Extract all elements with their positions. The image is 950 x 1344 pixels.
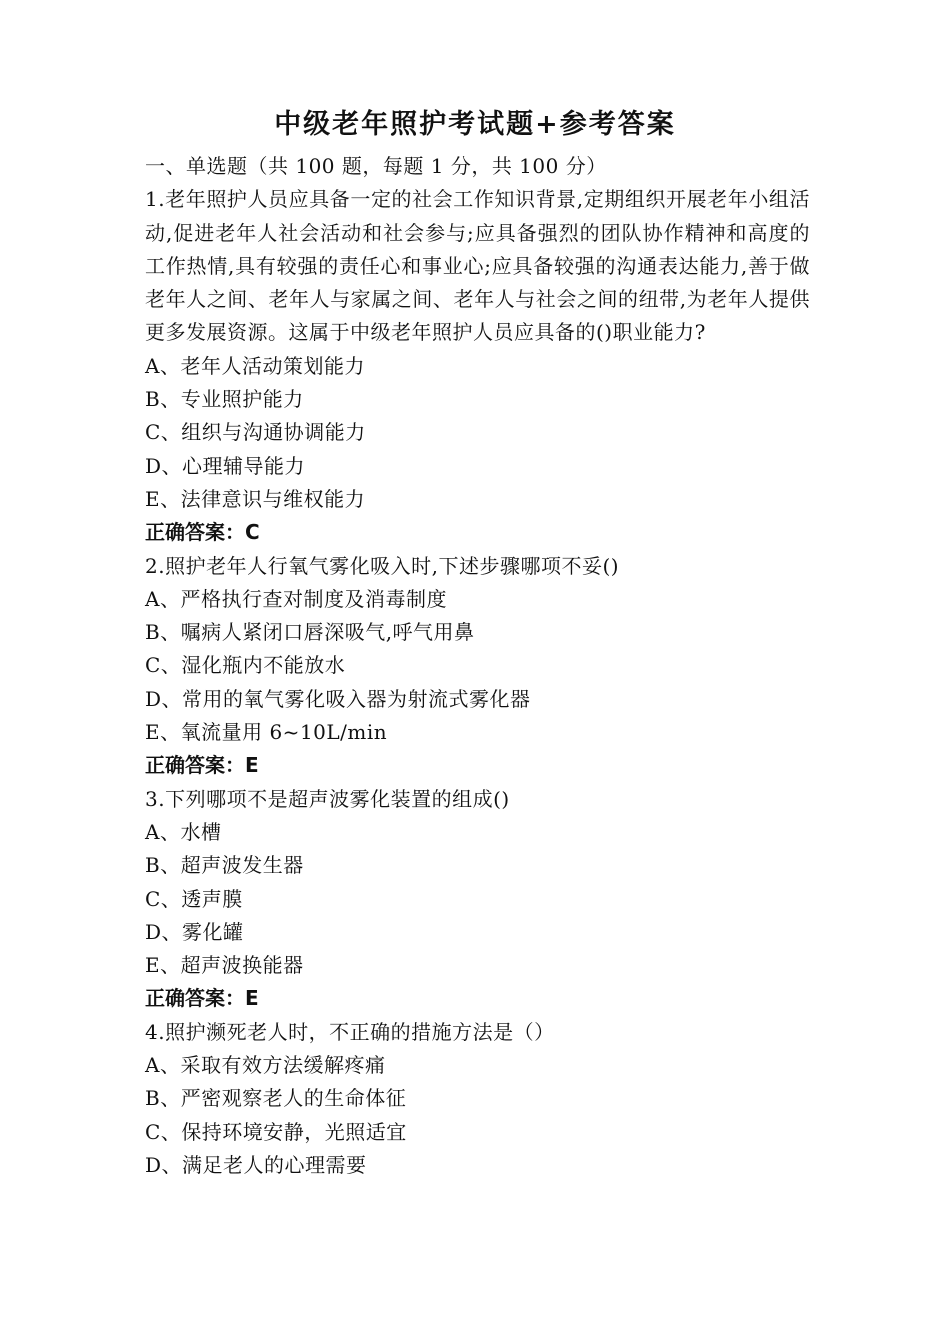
option-a: A、老年人活动策划能力 <box>145 353 365 378</box>
option-c: C、湿化瓶内不能放水 <box>145 653 346 678</box>
option-e: E、氧流量用 6~10L/min <box>145 720 388 745</box>
section-heading: 一、单选题（共 100 题，每题 1 分，共 100 分） <box>145 154 607 178</box>
option-b: B、专业照护能力 <box>145 387 304 412</box>
correct-answer: 正确答案：E <box>145 753 259 778</box>
option-d: D、雾化罐 <box>145 919 244 944</box>
option-c: C、透声膜 <box>145 886 243 911</box>
question-stem: 4.照护濒死老人时，不正确的措施方法是（） <box>145 1019 555 1044</box>
option-a: A、严格执行查对制度及消毒制度 <box>145 586 447 611</box>
question-stem: 1.老年照护人员应具备一定的社会工作知识背景,定期组织开展老年小组活动,促进老年人社会活动和社会参与;应具备强烈的团队协作精神和高度的工作热情,具有较强的责任心和事业心;应具备较强的沟通表达能力,善于做老年人之间、老年人与家属之间、老年人与社会之间的纽带,为老年人提供更多发展资源。这属于中级老年照护人员应具备的()职业能力? <box>145 187 810 345</box>
question-4 <box>145 1016 810 1182</box>
option-a: A、水槽 <box>145 819 222 844</box>
option-c: C、组织与沟通协调能力 <box>145 420 366 445</box>
option-d: D、满足老人的心理需要 <box>145 1152 367 1177</box>
question-1 <box>145 183 810 549</box>
question-stem: 2.照护老年人行氧气雾化吸入时,下述步骤哪项不妥() <box>145 553 620 578</box>
option-b: B、超声波发生器 <box>145 853 304 878</box>
question-3 <box>145 783 810 1016</box>
option-e: E、超声波换能器 <box>145 953 304 978</box>
document-body <box>145 150 810 1182</box>
correct-answer: 正确答案：E <box>145 986 259 1011</box>
question-2 <box>145 550 810 783</box>
option-d: D、心理辅导能力 <box>145 453 306 478</box>
option-b: B、严密观察老人的生命体征 <box>145 1086 407 1111</box>
option-a: A、采取有效方法缓解疼痛 <box>145 1053 386 1078</box>
option-b: B、嘱病人紧闭口唇深吸气,呼气用鼻 <box>145 620 475 645</box>
document-title: 中级老年照护考试题+参考答案 <box>274 109 676 140</box>
question-stem: 3.下列哪项不是超声波雾化装置的组成() <box>145 786 510 811</box>
option-c: C、保持环境安静，光照适宜 <box>145 1119 407 1144</box>
option-e: E、法律意识与维权能力 <box>145 486 366 511</box>
option-d: D、常用的氧气雾化吸入器为射流式雾化器 <box>145 686 531 711</box>
correct-answer: 正确答案：C <box>145 520 260 545</box>
